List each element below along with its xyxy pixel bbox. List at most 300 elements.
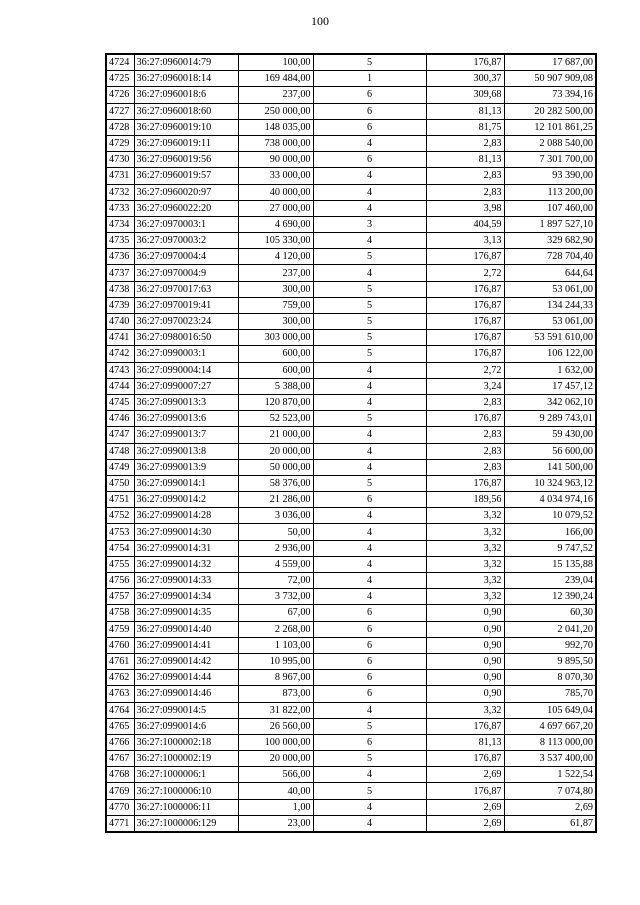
rate-cell: 0,90	[426, 653, 504, 669]
rate-cell: 176,87	[426, 751, 504, 767]
value-cell: 644,64	[504, 265, 596, 281]
table-row	[106, 362, 596, 378]
value-cell: 12 390,24	[504, 589, 596, 605]
cadastral-number: 36:27:0990013:8	[134, 443, 238, 459]
table-row	[106, 670, 596, 686]
rate-cell: 81,75	[426, 119, 504, 135]
table-row	[106, 605, 596, 621]
table-row	[106, 71, 596, 87]
row-number: 4754	[106, 540, 134, 556]
group-cell: 4	[313, 200, 426, 216]
table-row	[106, 734, 596, 750]
cadastral-number: 36:27:1000006:1	[134, 767, 238, 783]
value-cell: 56 600,00	[504, 443, 596, 459]
area-cell: 4 559,00	[238, 556, 313, 572]
group-cell: 4	[313, 799, 426, 815]
rate-cell: 3,24	[426, 378, 504, 394]
value-cell: 2 088 540,00	[504, 135, 596, 151]
area-cell: 50,00	[238, 524, 313, 540]
rate-cell: 2,83	[426, 459, 504, 475]
group-cell: 6	[313, 152, 426, 168]
area-cell: 21 000,00	[238, 427, 313, 443]
rate-cell: 2,83	[426, 394, 504, 410]
table-row	[106, 184, 596, 200]
group-cell: 6	[313, 492, 426, 508]
area-cell: 4 120,00	[238, 249, 313, 265]
table-row	[106, 783, 596, 799]
value-cell: 107 460,00	[504, 200, 596, 216]
value-cell: 785,70	[504, 686, 596, 702]
table-row	[106, 573, 596, 589]
group-cell: 5	[313, 751, 426, 767]
area-cell: 67,00	[238, 605, 313, 621]
group-cell: 6	[313, 103, 426, 119]
group-cell: 4	[313, 135, 426, 151]
group-cell: 4	[313, 233, 426, 249]
area-cell: 31 822,00	[238, 702, 313, 718]
row-number: 4767	[106, 751, 134, 767]
row-number: 4758	[106, 605, 134, 621]
group-cell: 4	[313, 573, 426, 589]
value-cell: 1 897 527,10	[504, 216, 596, 232]
rate-cell: 176,87	[426, 411, 504, 427]
cadastral-number: 36:27:0970004:9	[134, 265, 238, 281]
area-cell: 148 035,00	[238, 119, 313, 135]
cadastral-number: 36:27:0990013:3	[134, 394, 238, 410]
table-row	[106, 281, 596, 297]
rate-cell: 176,87	[426, 281, 504, 297]
rate-cell: 2,69	[426, 815, 504, 832]
group-cell: 4	[313, 184, 426, 200]
table-row	[106, 427, 596, 443]
value-cell: 342 062,10	[504, 394, 596, 410]
row-number: 4725	[106, 71, 134, 87]
cadastral-number: 36:27:0990014:46	[134, 686, 238, 702]
group-cell: 4	[313, 540, 426, 556]
cadastral-number: 36:27:0990003:1	[134, 346, 238, 362]
area-cell: 169 484,00	[238, 71, 313, 87]
cadastral-number: 36:27:0960019:11	[134, 135, 238, 151]
group-cell: 4	[313, 443, 426, 459]
group-cell: 5	[313, 411, 426, 427]
cadastral-number: 36:27:0960019:57	[134, 168, 238, 184]
row-number: 4729	[106, 135, 134, 151]
area-cell: 738 000,00	[238, 135, 313, 151]
rate-cell: 2,72	[426, 265, 504, 281]
value-cell: 20 282 500,00	[504, 103, 596, 119]
group-cell: 4	[313, 702, 426, 718]
group-cell: 4	[313, 168, 426, 184]
cadastral-number: 36:27:0970003:2	[134, 233, 238, 249]
group-cell: 4	[313, 508, 426, 524]
value-cell: 53 591 610,00	[504, 330, 596, 346]
rate-cell: 176,87	[426, 718, 504, 734]
table-row	[106, 718, 596, 734]
row-number: 4733	[106, 200, 134, 216]
group-cell: 5	[313, 314, 426, 330]
rate-cell: 3,98	[426, 200, 504, 216]
value-cell: 9 895,50	[504, 653, 596, 669]
row-number: 4727	[106, 103, 134, 119]
area-cell: 100,00	[238, 54, 313, 71]
area-cell: 20 000,00	[238, 443, 313, 459]
row-number: 4764	[106, 702, 134, 718]
rate-cell: 2,69	[426, 799, 504, 815]
cadastral-number: 36:27:0990014:34	[134, 589, 238, 605]
rate-cell: 0,90	[426, 670, 504, 686]
cadastral-number: 36:27:0990014:1	[134, 475, 238, 491]
table-row	[106, 815, 596, 832]
rate-cell: 2,83	[426, 427, 504, 443]
rate-cell: 2,83	[426, 443, 504, 459]
row-number: 4761	[106, 653, 134, 669]
value-cell: 15 135,88	[504, 556, 596, 572]
cadastral-number: 36:27:0960018:60	[134, 103, 238, 119]
table-row	[106, 686, 596, 702]
table-row	[106, 459, 596, 475]
rate-cell: 81,13	[426, 734, 504, 750]
rate-cell: 300,37	[426, 71, 504, 87]
cadastral-number: 36:27:1000002:19	[134, 751, 238, 767]
group-cell: 5	[313, 54, 426, 71]
table-row	[106, 152, 596, 168]
value-cell: 9 289 743,01	[504, 411, 596, 427]
row-number: 4750	[106, 475, 134, 491]
table-row	[106, 216, 596, 232]
rate-cell: 3,32	[426, 540, 504, 556]
table-row	[106, 103, 596, 119]
table-row	[106, 265, 596, 281]
area-cell: 21 286,00	[238, 492, 313, 508]
rate-cell: 176,87	[426, 475, 504, 491]
rate-cell: 176,87	[426, 346, 504, 362]
group-cell: 4	[313, 524, 426, 540]
cadastral-number: 36:27:1000006:129	[134, 815, 238, 832]
group-cell: 4	[313, 459, 426, 475]
value-cell: 7 301 700,00	[504, 152, 596, 168]
rate-cell: 176,87	[426, 297, 504, 313]
area-cell: 300,00	[238, 281, 313, 297]
value-cell: 166,00	[504, 524, 596, 540]
table-row	[106, 556, 596, 572]
row-number: 4730	[106, 152, 134, 168]
cadastral-number: 36:27:0990014:32	[134, 556, 238, 572]
group-cell: 4	[313, 362, 426, 378]
cadastral-number: 36:27:1000006:11	[134, 799, 238, 815]
row-number: 4745	[106, 394, 134, 410]
value-cell: 728 704,40	[504, 249, 596, 265]
area-cell: 600,00	[238, 362, 313, 378]
area-cell: 303 000,00	[238, 330, 313, 346]
value-cell: 106 122,00	[504, 346, 596, 362]
cadastral-number: 36:27:0960018:14	[134, 71, 238, 87]
value-cell: 329 682,90	[504, 233, 596, 249]
group-cell: 5	[313, 475, 426, 491]
rate-cell: 0,90	[426, 637, 504, 653]
table-row	[106, 346, 596, 362]
rate-cell: 2,69	[426, 767, 504, 783]
area-cell: 600,00	[238, 346, 313, 362]
row-number: 4737	[106, 265, 134, 281]
cadastral-number: 36:27:0990014:42	[134, 653, 238, 669]
rate-cell: 81,13	[426, 152, 504, 168]
row-number: 4740	[106, 314, 134, 330]
value-cell: 93 390,00	[504, 168, 596, 184]
table-row	[106, 135, 596, 151]
row-number: 4768	[106, 767, 134, 783]
row-number: 4771	[106, 815, 134, 832]
cadastral-number: 36:27:0960019:10	[134, 119, 238, 135]
cadastral-number: 36:27:0970004:4	[134, 249, 238, 265]
rate-cell: 3,32	[426, 508, 504, 524]
area-cell: 105 330,00	[238, 233, 313, 249]
value-cell: 61,87	[504, 815, 596, 832]
group-cell: 4	[313, 427, 426, 443]
cadastral-number: 36:27:0990014:30	[134, 524, 238, 540]
row-number: 4746	[106, 411, 134, 427]
table-row	[106, 653, 596, 669]
table-row	[106, 87, 596, 103]
rate-cell: 3,32	[426, 573, 504, 589]
area-cell: 3 732,00	[238, 589, 313, 605]
table-row	[106, 443, 596, 459]
rate-cell: 3,32	[426, 524, 504, 540]
area-cell: 1 103,00	[238, 637, 313, 653]
value-cell: 17 687,00	[504, 54, 596, 71]
area-cell: 52 523,00	[238, 411, 313, 427]
group-cell: 4	[313, 815, 426, 832]
row-number: 4759	[106, 621, 134, 637]
area-cell: 566,00	[238, 767, 313, 783]
row-number: 4770	[106, 799, 134, 815]
value-cell: 9 747,52	[504, 540, 596, 556]
rate-cell: 3,32	[426, 556, 504, 572]
cadastral-number: 36:27:0990013:6	[134, 411, 238, 427]
group-cell: 6	[313, 605, 426, 621]
area-cell: 1,00	[238, 799, 313, 815]
rate-cell: 3,13	[426, 233, 504, 249]
table-row	[106, 200, 596, 216]
row-number: 4734	[106, 216, 134, 232]
area-cell: 300,00	[238, 314, 313, 330]
table-row	[106, 119, 596, 135]
value-cell: 134 244,33	[504, 297, 596, 313]
rate-cell: 2,83	[426, 135, 504, 151]
group-cell: 5	[313, 297, 426, 313]
cadastral-value-table	[105, 53, 597, 833]
area-cell: 120 870,00	[238, 394, 313, 410]
cadastral-number: 36:27:0990014:40	[134, 621, 238, 637]
row-number: 4743	[106, 362, 134, 378]
area-cell: 759,00	[238, 297, 313, 313]
table-row	[106, 330, 596, 346]
cadastral-number: 36:27:0990014:6	[134, 718, 238, 734]
row-number: 4736	[106, 249, 134, 265]
table-row	[106, 249, 596, 265]
area-cell: 2 936,00	[238, 540, 313, 556]
area-cell: 90 000,00	[238, 152, 313, 168]
group-cell: 4	[313, 378, 426, 394]
row-number: 4738	[106, 281, 134, 297]
table-row	[106, 54, 596, 71]
table-row	[106, 751, 596, 767]
row-number: 4739	[106, 297, 134, 313]
row-number: 4728	[106, 119, 134, 135]
value-cell: 4 034 974,16	[504, 492, 596, 508]
group-cell: 6	[313, 87, 426, 103]
cadastral-number: 36:27:0970017:63	[134, 281, 238, 297]
cadastral-number: 36:27:0960018:6	[134, 87, 238, 103]
cadastral-number: 36:27:0990014:28	[134, 508, 238, 524]
cadastral-number: 36:27:0990014:41	[134, 637, 238, 653]
rate-cell: 0,90	[426, 621, 504, 637]
row-number: 4769	[106, 783, 134, 799]
row-number: 4753	[106, 524, 134, 540]
group-cell: 4	[313, 265, 426, 281]
row-number: 4760	[106, 637, 134, 653]
value-cell: 73 394,16	[504, 87, 596, 103]
row-number: 4747	[106, 427, 134, 443]
value-cell: 239,04	[504, 573, 596, 589]
cadastral-number: 36:27:0990014:31	[134, 540, 238, 556]
row-number: 4744	[106, 378, 134, 394]
table-row	[106, 799, 596, 815]
rate-cell: 189,56	[426, 492, 504, 508]
rate-cell: 176,87	[426, 314, 504, 330]
group-cell: 4	[313, 556, 426, 572]
row-number: 4752	[106, 508, 134, 524]
group-cell: 5	[313, 330, 426, 346]
value-cell: 4 697 667,20	[504, 718, 596, 734]
area-cell: 4 690,00	[238, 216, 313, 232]
area-cell: 100 000,00	[238, 734, 313, 750]
rate-cell: 176,87	[426, 783, 504, 799]
table-row	[106, 233, 596, 249]
page-number: 100	[311, 14, 329, 28]
cadastral-number: 36:27:0980016:50	[134, 330, 238, 346]
value-cell: 105 649,04	[504, 702, 596, 718]
value-cell: 60,30	[504, 605, 596, 621]
value-cell: 2,69	[504, 799, 596, 815]
table-row	[106, 589, 596, 605]
cadastral-number: 36:27:0960022:20	[134, 200, 238, 216]
area-cell: 58 376,00	[238, 475, 313, 491]
rate-cell: 2,83	[426, 168, 504, 184]
value-cell: 8 113 000,00	[504, 734, 596, 750]
row-number: 4762	[106, 670, 134, 686]
cadastral-number: 36:27:0990014:33	[134, 573, 238, 589]
value-cell: 1 632,00	[504, 362, 596, 378]
group-cell: 5	[313, 783, 426, 799]
group-cell: 3	[313, 216, 426, 232]
area-cell: 50 000,00	[238, 459, 313, 475]
cadastral-number: 36:27:0990014:44	[134, 670, 238, 686]
row-number: 4763	[106, 686, 134, 702]
table-row	[106, 411, 596, 427]
row-number: 4748	[106, 443, 134, 459]
cadastral-number: 36:27:1000006:10	[134, 783, 238, 799]
value-cell: 2 041,20	[504, 621, 596, 637]
table-row	[106, 378, 596, 394]
cadastral-number: 36:27:0960014:79	[134, 54, 238, 71]
cadastral-number: 36:27:0990013:9	[134, 459, 238, 475]
value-cell: 992,70	[504, 637, 596, 653]
group-cell: 6	[313, 734, 426, 750]
group-cell: 5	[313, 249, 426, 265]
table-row	[106, 621, 596, 637]
rate-cell: 0,90	[426, 605, 504, 621]
row-number: 4724	[106, 54, 134, 71]
cadastral-number: 36:27:0990007:27	[134, 378, 238, 394]
table-row	[106, 297, 596, 313]
row-number: 4741	[106, 330, 134, 346]
row-number: 4726	[106, 87, 134, 103]
area-cell: 237,00	[238, 87, 313, 103]
area-cell: 8 967,00	[238, 670, 313, 686]
area-cell: 40 000,00	[238, 184, 313, 200]
rate-cell: 309,68	[426, 87, 504, 103]
rate-cell: 3,32	[426, 589, 504, 605]
table-row	[106, 767, 596, 783]
cadastral-number: 36:27:0970003:1	[134, 216, 238, 232]
cadastral-number: 36:27:0990014:5	[134, 702, 238, 718]
row-number: 4751	[106, 492, 134, 508]
group-cell: 4	[313, 589, 426, 605]
area-cell: 33 000,00	[238, 168, 313, 184]
row-number: 4757	[106, 589, 134, 605]
group-cell: 5	[313, 346, 426, 362]
row-number: 4732	[106, 184, 134, 200]
area-cell: 10 995,00	[238, 653, 313, 669]
table-row	[106, 524, 596, 540]
value-cell: 7 074,80	[504, 783, 596, 799]
value-cell: 17 457,12	[504, 378, 596, 394]
value-cell: 53 061,00	[504, 281, 596, 297]
value-cell: 1 522,54	[504, 767, 596, 783]
table-row	[106, 540, 596, 556]
group-cell: 4	[313, 394, 426, 410]
cadastral-number: 36:27:0970023:24	[134, 314, 238, 330]
cadastral-number: 36:27:0960020:97	[134, 184, 238, 200]
table-row	[106, 394, 596, 410]
rate-cell: 2,72	[426, 362, 504, 378]
cadastral-number: 36:27:1000002:18	[134, 734, 238, 750]
table-row	[106, 508, 596, 524]
value-cell: 141 500,00	[504, 459, 596, 475]
rate-cell: 81,13	[426, 103, 504, 119]
table-row	[106, 492, 596, 508]
row-number: 4731	[106, 168, 134, 184]
value-cell: 10 079,52	[504, 508, 596, 524]
area-cell: 20 000,00	[238, 751, 313, 767]
group-cell: 5	[313, 281, 426, 297]
group-cell: 4	[313, 767, 426, 783]
group-cell: 6	[313, 653, 426, 669]
value-cell: 50 907 909,08	[504, 71, 596, 87]
value-cell: 12 101 861,25	[504, 119, 596, 135]
row-number: 4742	[106, 346, 134, 362]
table-body	[106, 54, 596, 832]
area-cell: 40,00	[238, 783, 313, 799]
table-row	[106, 168, 596, 184]
group-cell: 6	[313, 621, 426, 637]
cadastral-number: 36:27:0990014:2	[134, 492, 238, 508]
rate-cell: 176,87	[426, 249, 504, 265]
rate-cell: 0,90	[426, 686, 504, 702]
area-cell: 873,00	[238, 686, 313, 702]
value-cell: 10 324 963,12	[504, 475, 596, 491]
row-number: 4735	[106, 233, 134, 249]
